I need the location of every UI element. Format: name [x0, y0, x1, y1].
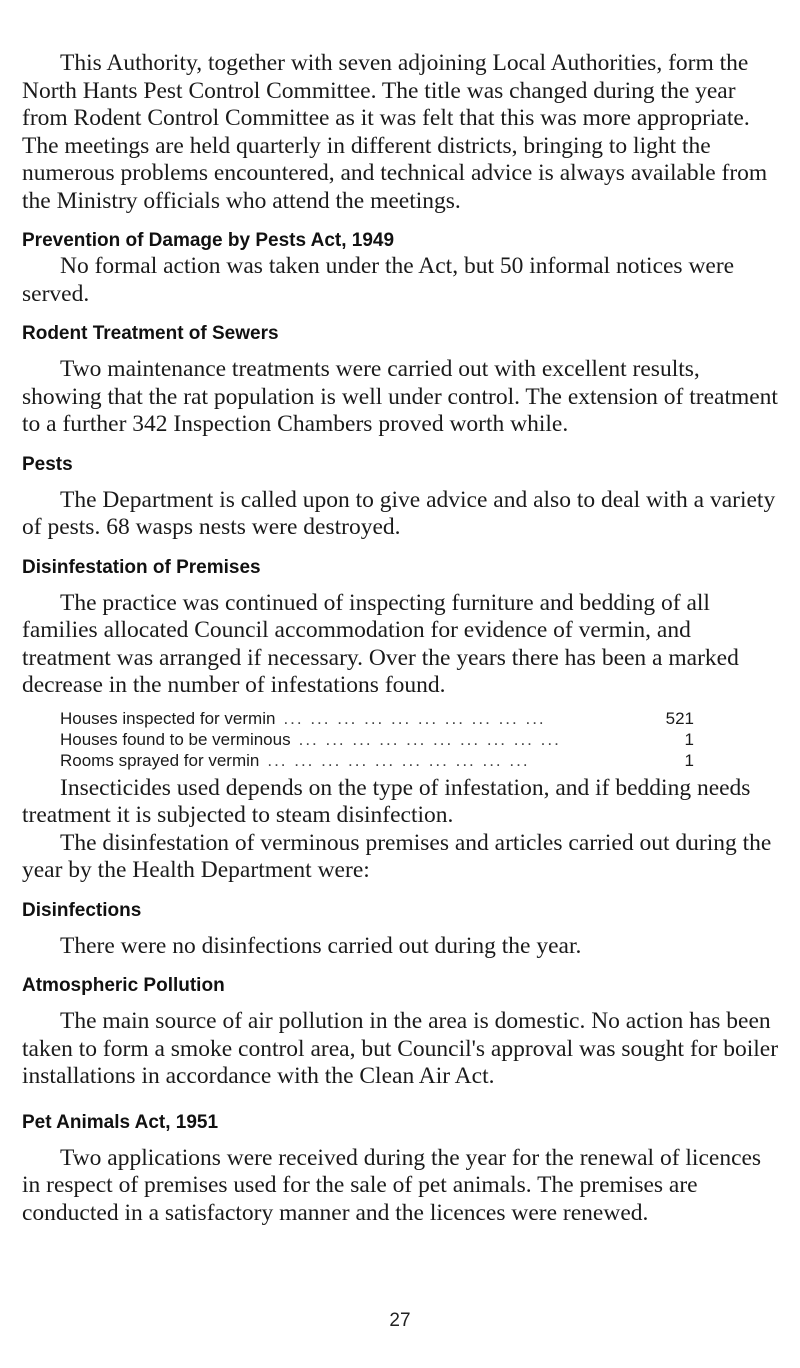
heading-pests: Pests: [22, 453, 73, 475]
stat-label: Houses found to be verminous: [60, 729, 291, 749]
stat-row: [60, 708, 694, 729]
dot-leader: ... ... ... ... ... ... ... ... ... ...: [298, 729, 561, 749]
insecticides-paragraph: Insecticides used depends on the type of infestation, and if bedding needs treatment it is subjected to steam disinfection.: [22, 774, 751, 828]
pests-paragraph: The Department is called upon to give advice and also to deal with a variety of pests. 68 wasps nests were destroyed.: [22, 486, 776, 540]
heading-atmospheric-pollution: Atmospheric Pollution: [22, 975, 225, 996]
stat-value: 1: [684, 729, 694, 749]
stat-value: 1: [684, 750, 694, 770]
dot-leader: ... ... ... ... ... ... ... ... ... ...: [283, 708, 546, 728]
heading-rodent-treatment: Rodent Treatment of Sewers: [22, 323, 279, 344]
intro-paragraph: This Authority, together with seven adjoining Local Authorities, form the North Hants Pest Control Committee. The title was changed during the year from Rodent Control Committee as it was felt that this was more appropriate. The meetings are held quarterly in different districts, bringing to light the numerous problems encountered, and technical advice is always available from the Ministry officials who attend the meetings.: [22, 50, 768, 214]
page-number: 27: [389, 1310, 411, 1331]
atmospheric-paragraph: The main source of air pollution in the area is domestic. No action has been taken to form a smoke control area, but Council's approval was sought for boiler installations in accordance with the Clean Air Act.: [22, 1008, 779, 1089]
rodent-paragraph: Two maintenance treatments were carried out with excellent results, showing that the rat population is well under control. The extension of treatment to a further 342 Inspection Chambers proved worth while.: [22, 356, 778, 437]
heading-prevention: Prevention of Damage by Pests Act, 1949: [22, 230, 395, 251]
dot-leader: ... ... ... ... ... ... ... ... ... ...: [267, 750, 530, 770]
heading-disinfestation: Disinfestation of Premises: [22, 556, 261, 578]
document-page: [22, 50, 784, 1227]
heading-pet-animals: Pet Animals Act, 1951: [22, 1111, 219, 1133]
stat-label: Rooms sprayed for vermin: [60, 750, 260, 770]
prevention-paragraph: No formal action was taken under the Act, but 50 informal notices were served.: [22, 253, 735, 307]
heading-disinfections: Disinfections: [22, 899, 142, 921]
stat-row: [60, 729, 694, 750]
stat-value: 521: [665, 708, 694, 728]
pet-animals-paragraph: Two applications were received during the year for the renewal of licences in respect of premises used for the sale of pet animals. The premises are conducted in a satisfactory manner and the licences were renewed.: [22, 1144, 762, 1226]
stat-row: [60, 750, 694, 771]
disinfestation-summary-paragraph: The disinfestation of verminous premises and articles carried out during the year by the Health Department were:: [22, 829, 772, 883]
disinfestation-stats-table: [60, 708, 694, 771]
disinfestation-paragraph: The practice was continued of inspecting furniture and bedding of all families allocated Council accommodation for evidence of vermin, and treatment was arranged if necessary. Over the years there has been a marked decrease in the number of infestations found.: [22, 589, 739, 698]
disinfections-paragraph: There were no disinfections carried out during the year.: [60, 932, 582, 959]
stat-label: Houses inspected for vermin: [60, 708, 276, 728]
